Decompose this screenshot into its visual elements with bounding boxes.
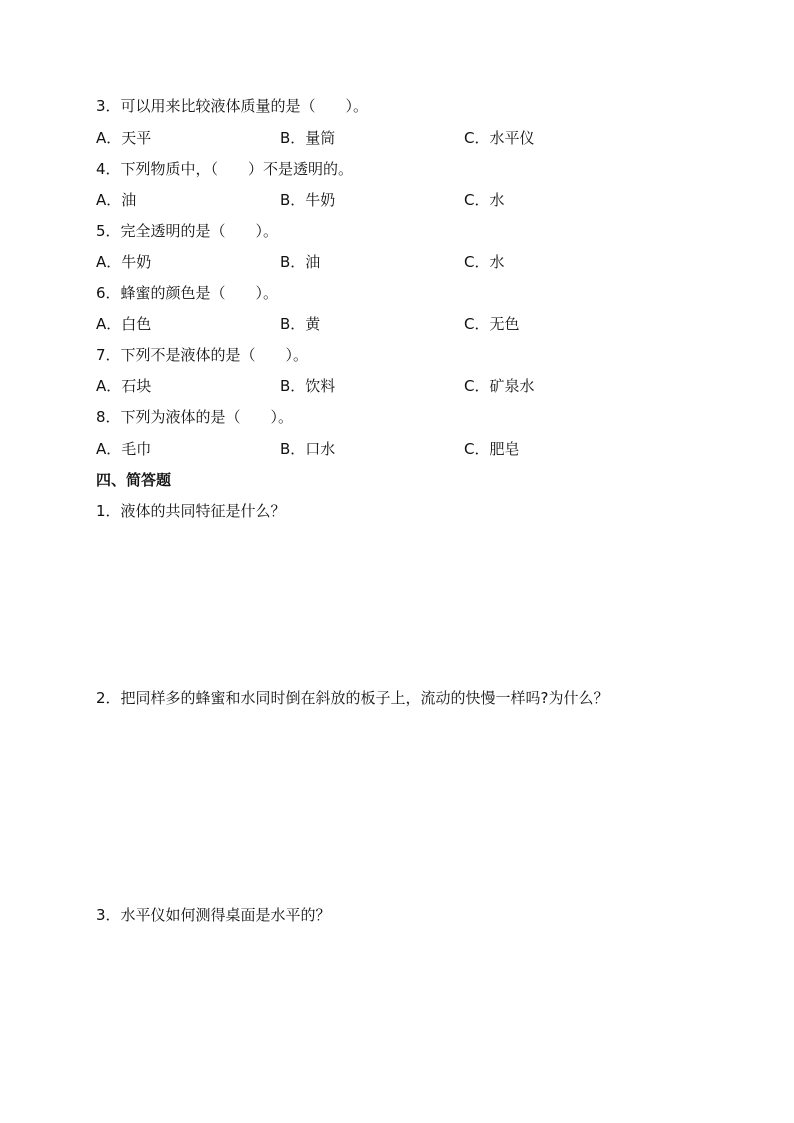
option-a[interactable]: A．牛奶: [96, 253, 152, 271]
option-a[interactable]: A．石块: [96, 377, 152, 395]
question-8-options: [96, 439, 696, 459]
option-b[interactable]: B．黄: [280, 315, 321, 333]
option-c[interactable]: C．肥皂: [464, 440, 520, 458]
option-c[interactable]: C．无色: [464, 315, 520, 333]
option-b[interactable]: B．饮料: [280, 377, 336, 395]
option-b[interactable]: B．量筒: [280, 129, 336, 147]
question-6: 6．蜂蜜的颜色是（ ）。: [96, 284, 279, 302]
option-a[interactable]: A．天平: [96, 129, 152, 147]
option-c[interactable]: C．水平仪: [464, 129, 535, 147]
question-4-options: [96, 190, 696, 210]
question-7-options: [96, 376, 696, 396]
option-c[interactable]: C．水: [464, 191, 505, 209]
option-b[interactable]: B．口水: [280, 440, 336, 458]
question-3-options: [96, 128, 696, 148]
question-3: 3．可以用来比较液体质量的是（ ）。: [96, 97, 369, 115]
option-c[interactable]: C．矿泉水: [464, 377, 535, 395]
question-8: 8．下列为液体的是（ ）。: [96, 408, 294, 426]
answer-area-2[interactable]: [96, 716, 696, 896]
short-answer-question-2: 2．把同样多的蜂蜜和水同时倒在斜放的板子上，流动的快慢一样吗?为什么？: [96, 689, 609, 707]
option-b[interactable]: B．牛奶: [280, 191, 336, 209]
option-b[interactable]: B．油: [280, 253, 321, 271]
option-a[interactable]: A．油: [96, 191, 137, 209]
question-5-options: [96, 252, 696, 272]
question-7: 7．下列不是液体的是（ ）。: [96, 346, 309, 364]
question-6-options: [96, 314, 696, 334]
option-a[interactable]: A．白色: [96, 315, 152, 333]
short-answer-question-1: 1．液体的共同特征是什么？: [96, 502, 286, 520]
question-5: 5．完全透明的是（ ）。: [96, 222, 279, 240]
short-answer-question-3: 3．水平仪如何测得桌面是水平的？: [96, 906, 331, 924]
option-c[interactable]: C．水: [464, 253, 505, 271]
question-4: 4．下列物质中，（ ）不是透明的。: [96, 160, 354, 178]
answer-area-3[interactable]: [96, 932, 696, 1102]
section-title-short-answer: 四、简答题: [96, 471, 172, 489]
option-a[interactable]: A．毛巾: [96, 440, 152, 458]
answer-area-1[interactable]: [96, 528, 696, 678]
